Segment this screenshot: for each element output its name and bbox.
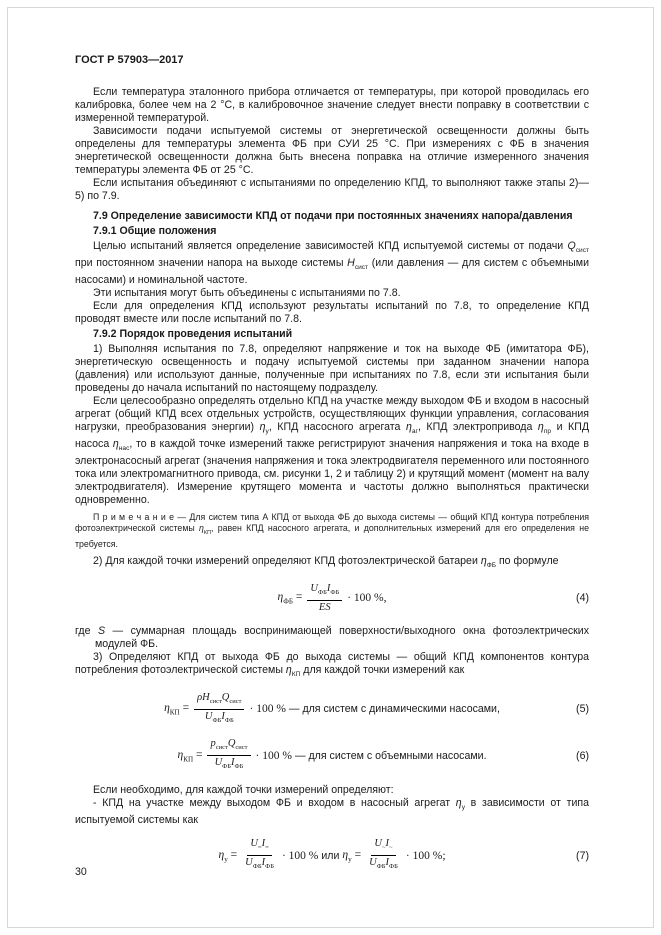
fraction-numerator: $\rho H_{сист}Q_{сист}$ bbox=[194, 692, 244, 710]
paragraph: 1) Выполняя испытания по 7.8, определяют напряжение и ток на выходе ФБ (имитатора ФБ), энергетическую освещенность и подачу испытуемой системы при заданном значении напора (давления) или используют данные, полученные при испытаниях по 7.8, если эти испытания были проведены до начала испытаний по настоящему подразделу. bbox=[75, 343, 589, 395]
paragraph: 2) Для каждой точки измерений определяют КПД фотоэлектрической батареи $\eta_{ФБ}$ по формуле bbox=[93, 554, 559, 569]
formula-7 bbox=[75, 838, 589, 873]
fraction bbox=[207, 738, 250, 773]
formula-number: (5) bbox=[576, 703, 589, 716]
paragraph-where: где S — суммарная площадь воспринимающей поверхности/выходного окна фотоэлектрических модулей ФБ. bbox=[75, 624, 589, 650]
formula-lhs: $\eta_у$ = bbox=[342, 848, 362, 864]
fraction-numerator: $p_{сист}Q_{сист}$ bbox=[207, 738, 250, 756]
formula-body bbox=[218, 838, 445, 873]
paragraph: - КПД на участке между выходом ФБ и входом в насосный агрегат $\eta_у$ в зависимости от типа испытуемой системы как bbox=[75, 797, 589, 827]
paragraph: Если необходимо, для каждой точки измерений определяют: bbox=[93, 784, 394, 797]
paragraph: Эти испытания могут быть объединены с испытаниями по 7.8. bbox=[93, 287, 401, 300]
formula-multiplier: · 100 %, bbox=[347, 592, 387, 605]
formula-lhs: $\eta_{ФБ}$ = bbox=[277, 591, 303, 606]
formula-multiplier: · 100 % bbox=[281, 849, 319, 862]
formula-body bbox=[164, 692, 500, 727]
formula-lhs: $\eta_у$ = bbox=[218, 848, 238, 864]
fraction-numerator: $U_{ФБ}I_{ФБ}$ bbox=[307, 583, 342, 601]
formula-number: (4) bbox=[576, 592, 589, 605]
page-number: 30 bbox=[75, 866, 87, 879]
formula-body bbox=[177, 738, 486, 773]
formula-multiplier: · 100 %; bbox=[405, 849, 446, 862]
fraction bbox=[242, 838, 277, 873]
formula-lhs: $\eta_{КП}$ = bbox=[177, 748, 203, 763]
note: П р и м е ч а н и е — Для систем типа А КПД от выхода ФБ до выхода системы — общий КПД контура потребления фотоэлектрической системы $\eta_{КП}$, равен КПД насосного агрегата, и дополнительных измерений для его определения не требуется. bbox=[75, 512, 589, 549]
fraction bbox=[194, 692, 244, 727]
doc-code: ГОСТ Р 57903—2017 bbox=[75, 54, 184, 66]
fraction-numerator: $U_=I_=$ bbox=[247, 838, 271, 856]
fraction bbox=[366, 838, 401, 873]
formula-comment: — для систем с динамическими насосами, bbox=[288, 703, 500, 716]
formula-comment: — для систем с объемными насосами. bbox=[294, 749, 487, 762]
fraction-numerator: $U_\sim I_\sim$ bbox=[371, 838, 395, 856]
formula-4 bbox=[75, 583, 589, 614]
formula-conjunction: или bbox=[321, 849, 340, 862]
formula-6 bbox=[75, 738, 589, 773]
paragraph: Если испытания объединяют с испытаниями по определению КПД, то выполняют также этапы 2)—5) по 7.9. bbox=[75, 177, 589, 202]
paragraph: Если для определения КПД используют результаты испытаний по 7.8, то определение КПД проводят вместе или после испытаний по 7.8. bbox=[75, 300, 589, 326]
section-heading-7-9: 7.9 Определение зависимости КПД от подачи при постоянных значениях напора/давления bbox=[93, 210, 573, 222]
paragraph: Целью испытаний является определение зависимостей КПД испытуемой системы от подачи $Q_{сист}$ при постоянном значении напора на выходе системы $H_{сист}$ (или давления — для систем с объемными насосами) и номинальной частоте. bbox=[75, 240, 589, 287]
fraction-denominator: ES bbox=[318, 601, 331, 613]
formula-5 bbox=[75, 692, 589, 727]
paragraph: Если целесообразно определять отдельно КПД на участке между выходом ФБ и входом в насосный агрегат (общий КПД всех отдельных устройств, осуществляющих функции управления, согласования нагрузки, преобразования энергии) $\eta_у$, КПД насосного агрегата $\eta_{аг}$, КПД электропривода $\eta_{пр}$ и КПД насоса $\eta_{нас}$, то в каждой точке измерений также регистрируют значения напряжения и тока на входе в электронасосный агрегат (значения напряжения и тока электродвигателя переменного или постоянного тока или электромагнитного привода, см. рисунки 1, 2 и таблицу 2) и крутящий момент (момент на валу электродвигателя). Измерение крутящего момента и частоты должно выполняться практически одновременно. bbox=[75, 395, 590, 507]
fraction bbox=[307, 583, 342, 614]
section-heading-7-9-2: 7.9.2 Порядок проведения испытаний bbox=[93, 328, 293, 341]
page-content bbox=[75, 54, 589, 885]
fraction-denominator: $U_{ФБ}I_{ФБ}$ bbox=[214, 757, 244, 771]
section-heading-7-9-1: 7.9.1 Общие положения bbox=[93, 225, 217, 237]
formula-body bbox=[278, 583, 387, 614]
formula-number: (6) bbox=[576, 749, 589, 762]
paragraph: Зависимости подачи испытуемой системы от энергетической освещенности должны быть определены для температуры элемента ФБ при СУИ 25 °С. При измерениях с ФБ в значения энергетической освещенности должна быть внесена поправка на отличие измеренного значения температуры элемента ФБ от 25 °С. bbox=[75, 125, 589, 176]
paragraph: 3) Определяют КПД от выхода ФБ до выхода системы — общий КПД компонентов контура потребления фотоэлектрической системы $\eta_{КП}$ для каждой точки измерений как bbox=[75, 650, 589, 678]
formula-multiplier: · 100 % bbox=[255, 749, 292, 762]
formula-multiplier: · 100 % bbox=[249, 703, 286, 716]
fraction-denominator: $U_{ФБ}I_{ФБ}$ bbox=[245, 857, 274, 871]
paragraph: Если температура эталонного прибора отличается от температуры, при которой проводилась его калибровка, более чем на 2 °С, в калибровочное значение следует внести поправку в соответствии с измеренной температурой. bbox=[75, 86, 589, 124]
formula-lhs: $\eta_{КП}$ = bbox=[164, 702, 190, 717]
formula-number: (7) bbox=[576, 849, 589, 862]
fraction-denominator: $U_{ФБ}I_{ФБ}$ bbox=[369, 857, 398, 871]
fraction-denominator: $U_{ФБ}I_{ФБ}$ bbox=[204, 710, 234, 725]
